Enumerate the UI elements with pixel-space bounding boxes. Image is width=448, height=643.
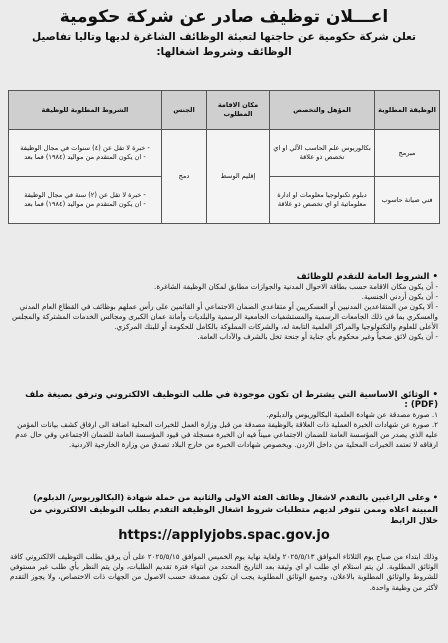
- closing-text: وذلك ابتداء من صباح يوم الثلاثاء الموافق ٢٠٢٥/٥/١٣ ولغاية نهاية يوم الخميس الموافق ٢٠٢٥/٥/١٥ على أن يرفق بطلب التوظيف الالكتروني كافة الوثائق المطلوبة. لن يتم استلام اي طلب او اي وثيقة بعد التاريخ المحدد من انتهاء فترة تقديم الطلبات، ولن يتم النظر بأي طلب غير مستوفي للشروط والوثائق المطلوبة بالاعلان، وجميع الوثائق المطلوبة يجب ان تكون مصدقة حسب الاصول من الجهات ذات الاختصاص، ولا يجوز التقدم لأكثر من وظيفة واحدة.: [10, 552, 438, 592]
- general-conditions: [10, 272, 438, 342]
- general-conditions-heading: الشروط العامة للتقدم للوظائف: [296, 272, 430, 282]
- requirement-experience: - خبرة لا تقل عن (٤) سنوات في مجال الوظيفة: [20, 144, 150, 152]
- apply-text: • وعلى الراغبين بالتقدم لاشغال وظائف الفئة الاولى والثانية من حملة شهادة (البكالوريوس/ الدبلوم) المبينة اعلاه وممن تتوفر لديهم متطلبات شروط اشغال الوظيفة التقدم بطلب التوظيف الالكتروني من خلال الرابط: [29, 492, 438, 525]
- documents-heading: الوثائق الاساسية التي يشترط ان تكون موجودة في طلب التوظيف الالكتروني وترفق بصيغة ملف (PDF) :: [25, 390, 438, 410]
- qualification: بكالوريوس علم الحاسب الآلي او اي تخصص ذو علاقة: [270, 130, 375, 177]
- apply-text-body: وعلى الراغبين بالتقدم لاشغال وظائف الفئة الاولى والثانية من حملة شهادة (البكالوريوس/ الدبلوم) المبينة اعلاه وممن تتوفر لديهم متطلبات شروط اشغال الوظيفة التقدم بطلب التوظيف الالكتروني من خلال الرابط: [29, 492, 438, 525]
- gender: دمج: [162, 130, 207, 224]
- requirements: [9, 130, 162, 177]
- table-header-row: [9, 91, 440, 130]
- job-title: مبرمج: [375, 130, 440, 177]
- documents-title: • الوثائق الاساسية التي يشترط ان تكون موجودة في طلب التوظيف الالكتروني وترفق بصيغة ملف (PDF) :: [25, 390, 438, 410]
- requirement-experience: - خبرة لا تقل عن (٢) سنة في مجال الوظيفة: [24, 191, 146, 199]
- table-row: [9, 130, 440, 177]
- apply-link[interactable]: https://applyjobs.spac.gov.jo: [118, 528, 330, 543]
- document-item: ٢. صورة عن شهادات الخبرة العملية ذات العلاقة بالوظيفة مصدقة من قبل وزارة العمل للخبرات المحلية اضافة الى ارفاق كشف بيانات المؤمن عليه الذي يصدر من المؤسسة العامة للضمان الاجتماعي مبيناً فيه ان الخبرة مسجلة في قيود المؤسسة العامة للضمان الاجتماعي وفي حال عدم ارفاقه لا تعتمد الخبرات المحلية من داخل الاردن. وبخصوص شهادات الخبرة من خارج البلاد تصدق من وزارة الخارجية الاردنية.: [15, 420, 438, 449]
- qualification: دبلوم تكنولوجيا معلومات او ادارة معلوماتية او اي تخصص ذو علاقة: [270, 177, 375, 224]
- condition-item: - أن يكون أردني الجنسية.: [361, 292, 438, 301]
- document-item: ١. صورة مصدقة عن شهادة العلمية البكالوريوس والدبلوم.: [266, 410, 438, 419]
- required-documents: [10, 390, 438, 450]
- job-title: فني صيانة حاسوب: [375, 177, 440, 224]
- condition-item: - أن يكون مكان الاقامة حسب بطاقة الاحوال المدنية والجوازات مطابق لمكان الوظيفة الشاغرة.: [154, 282, 438, 291]
- col-header-requirements: الشروط المطلوبة للوظيفة: [9, 91, 162, 130]
- col-header-job: الوظيفة المطلوبة: [375, 91, 440, 130]
- job-advertisement: [4, 4, 444, 635]
- col-header-gender: الجنس: [162, 91, 207, 130]
- col-header-residence: مكان الاقامة المطلوب: [207, 91, 270, 130]
- apply-instructions: [10, 492, 438, 527]
- requirements: [9, 177, 162, 224]
- condition-item: - أن يكون لائق صحياً وغير محكوم بأي جناية أو جنحة تخل بالشرف والآداب العامة.: [197, 332, 438, 341]
- condition-item: - ألا يكون من المتقاعدين المدنيين أو العسكريين أو متقاعدي الضمان الاجتماعي أو القائمين على رأس عملهم بوظائف في القطاع العام المدني والعسكري بما في ذلك الجامعات الرسمية والمستشفيات الجامعية الرسمية والبلديات وأمانة عمان الكبرى ومجالس الخدمات المشتركة والمجلس الأعلى للعلوم والتكنولوجيا والمراكز العلمية التابعة له، والشركات المملوكة بالكامل للحكومة أو للبنك المركزي.: [12, 302, 438, 331]
- residence: إقليم الوسط: [207, 130, 270, 224]
- requirement-birth: - ان يكون المتقدم من مواليد (١٩٨٤) فما بعد: [24, 153, 146, 161]
- requirement-birth: - ان يكون المتقدم من مواليد (١٩٨٤) فما بعد: [24, 200, 146, 208]
- col-header-qualification: المؤهل والتخصص: [270, 91, 375, 130]
- jobs-table: [8, 90, 440, 224]
- general-conditions-title: • الشروط العامة للتقدم للوظائف: [296, 272, 438, 282]
- page-title: اعـــلان توظيف صادر عن شركة حكومية: [59, 7, 389, 27]
- intro-text: تعلن شركة حكومية عن حاجتها لتعبئة الوظائف الشاغرة لديها وتاليا تفاصيل الوظائف وشروط اشغالها:: [32, 31, 416, 58]
